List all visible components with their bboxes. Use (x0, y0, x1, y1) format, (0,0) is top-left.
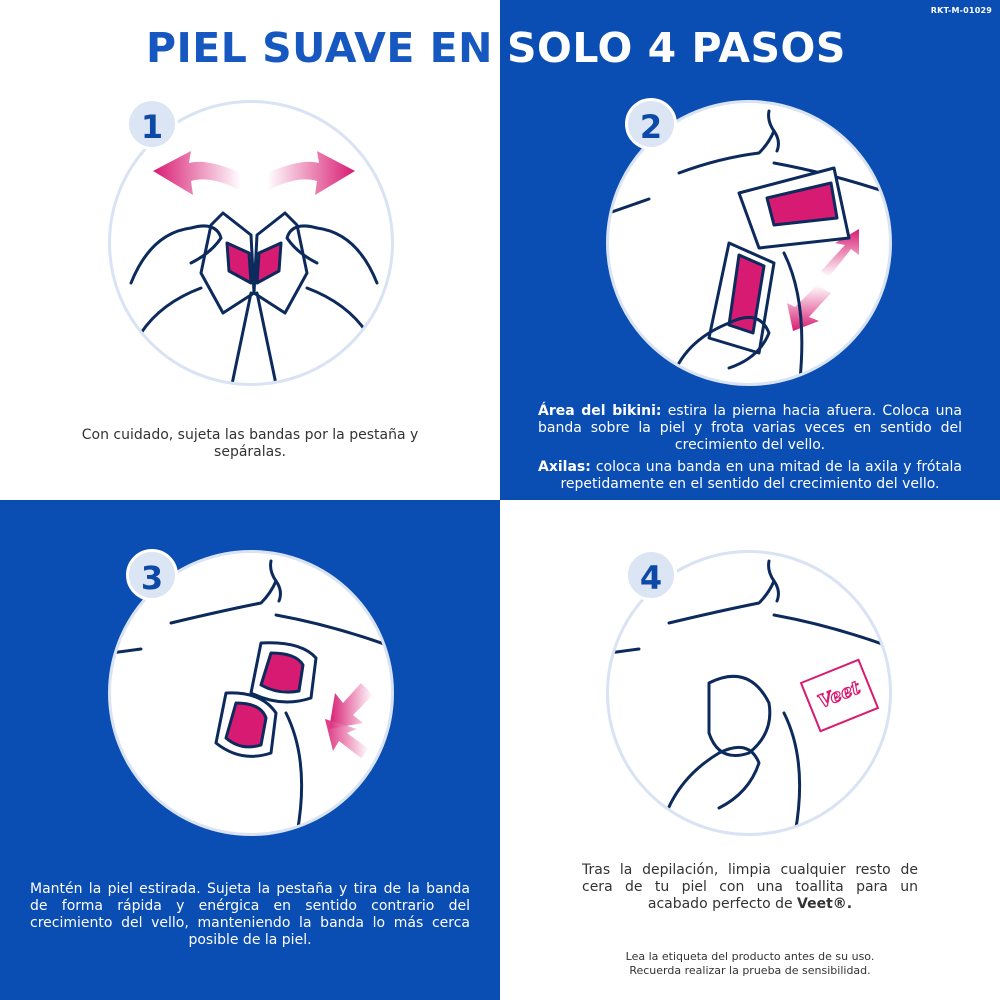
veet-logo: Veet (815, 677, 864, 713)
document-code: RKT-M-01029 (930, 6, 992, 15)
step-2-badge: 2 (625, 98, 677, 150)
arrow-left-icon (153, 151, 241, 195)
axilas-label: Axilas: (538, 459, 591, 475)
arrow-pull-icon (329, 683, 373, 729)
disclaimer-line-2: Recuerda realizar la prueba de sensibilidad. (629, 964, 871, 977)
disclaimer-line-1: Lea la etiqueta del producto antes de su uso. (625, 950, 875, 963)
step-4-instructions: Tras la depilación, limpia cualquier resto de cera de tu piel con una toallita para un acabado perfecto de (582, 862, 918, 912)
step-2-bikini-text (538, 403, 962, 454)
axilas-instructions: coloca una banda en una mitad de la axila y frótala repetidamente en el sentido del crecimiento del vello. (560, 459, 962, 492)
brand-name: Veet®. (797, 896, 853, 912)
arrow-down-icon (787, 285, 831, 331)
veet-logo-box (801, 660, 878, 731)
arrow-right-icon (267, 151, 355, 195)
step-1-badge: 1 (126, 98, 178, 150)
step-1-text: Con cuidado, sujeta las bandas por la pestaña y sepáralas. (81, 427, 419, 460)
bikini-label: Área del bikini: (538, 403, 662, 419)
page-title (0, 24, 1000, 74)
step-3-badge: 3 (126, 549, 178, 601)
step-4-text (582, 862, 918, 913)
bikini-instructions: estira la pierna hacia afuera. Coloca una banda sobre la piel y frota varias veces en sentido del crecimiento del vello. (538, 403, 963, 453)
title-part-1: PIEL SUAVE EN (145, 24, 493, 72)
step-2-axilas-text (538, 459, 962, 493)
disclaimer (560, 950, 940, 978)
title-part-2: SOLO 4 PASOS (507, 24, 846, 72)
step-4-badge: 4 (625, 549, 677, 601)
step-3-text: Mantén la piel estirada. Sujeta la pestaña y tira de la banda de forma rápida y enérgica en sentido contrario del crecimiento del vello, manteniendo la banda lo más cerca posible de la piel. (30, 881, 470, 948)
